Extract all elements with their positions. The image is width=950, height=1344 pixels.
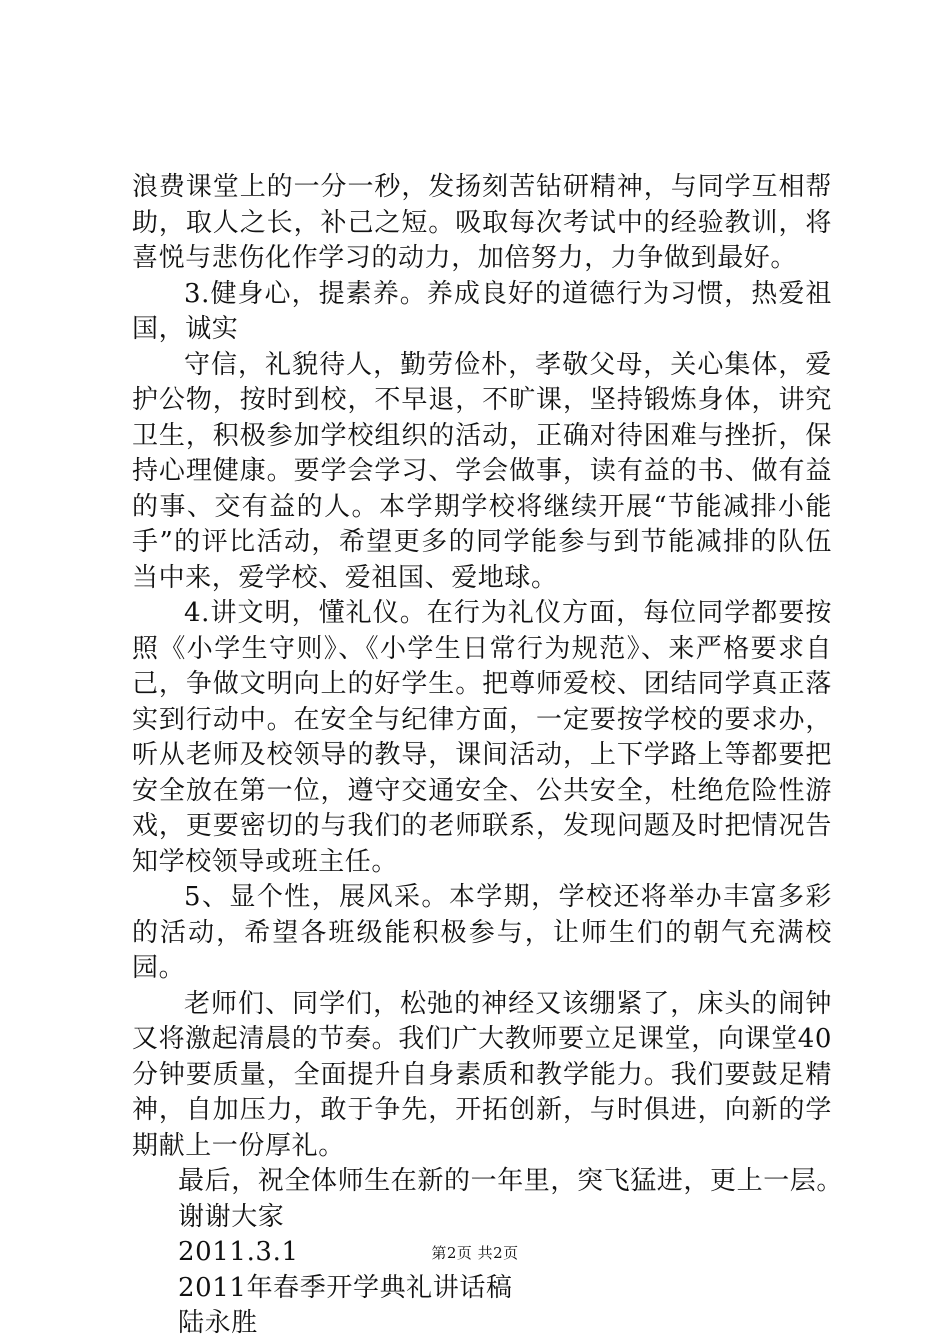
- paragraph-point-3-heading: 3.健身心，提素养。养成良好的道德行为习惯，热爱祖国，诚实: [132, 278, 832, 344]
- paragraph-point-4: 4.讲文明，懂礼仪。在行为礼仪方面，每位同学都要按照《小学生守则》、《小学生日常行为规范》、来严格要求自己，争做文明向上的好学生。把尊师爱校、团结同学真正落实到行动中。在安全与纪律方面，一定要按学校的要求办，听从老师及校领导的教导，课间活动，上下学路上等都要把安全放在第一位，遵守交通安全、公共安全，杜绝危险性游戏，更要密切的与我们的老师联系，发现问题及时把情况告知学校领导或班主任。: [132, 598, 832, 877]
- closing-wish: 最后，祝全体师生在新的一年里，突飞猛进，更上一层。: [178, 1166, 844, 1196]
- closing-title: 2011年春季开学典礼讲话稿: [178, 1272, 513, 1303]
- paragraph-point-3-body: 守信，礼貌待人，勤劳俭朴，孝敬父母，关心集体，爱护公物，按时到校，不早退，不旷课，坚持锻炼身体，讲究卫生，积极参加学校组织的活动，正确对待困难与挫折，保持心理健康。要学会学习、学会做事，读有益的书、做有益的事、交有益的人。本学期学校将继续开展“节能减排小能手”的评比活动，希望更多的同学能参与到节能减排的队伍当中来，爱学校、爱祖国、爱地球。: [132, 349, 832, 593]
- page-number-footer: 第2页 共2页: [431, 1244, 519, 1262]
- paragraph-study-continuation: 浪费课堂上的一分一秒，发扬刻苦钻研精神，与同学互相帮助，取人之长，补己之短。吸取每次考试中的经验教训，将喜悦与悲伤化作学习的动力，加倍努力，力争做到最好。: [132, 172, 832, 273]
- document-body: [132, 170, 844, 1342]
- paragraph-point-5: 5、显个性，展风采。本学期，学校还将举办丰富多彩的活动，希望各班级能积极参与，让师生们的朝气充满校园。: [132, 882, 832, 983]
- closing-date: 2011.3.1: [178, 1237, 299, 1267]
- closing-thanks: 谢谢大家: [178, 1201, 285, 1232]
- paragraph-teachers-students: 老师们、同学们，松弛的神经又该绷紧了，床头的闹钟又将激起清晨的节奏。我们广大教师要立足课堂，向课堂40分钟要质量，全面提升自身素质和教学能力。我们要鼓足精神，自加压力，敢于争先，开拓创新，与时俱进，向新的学期献上一份厚礼。: [132, 988, 832, 1161]
- closing-author: 陆永胜: [178, 1308, 258, 1338]
